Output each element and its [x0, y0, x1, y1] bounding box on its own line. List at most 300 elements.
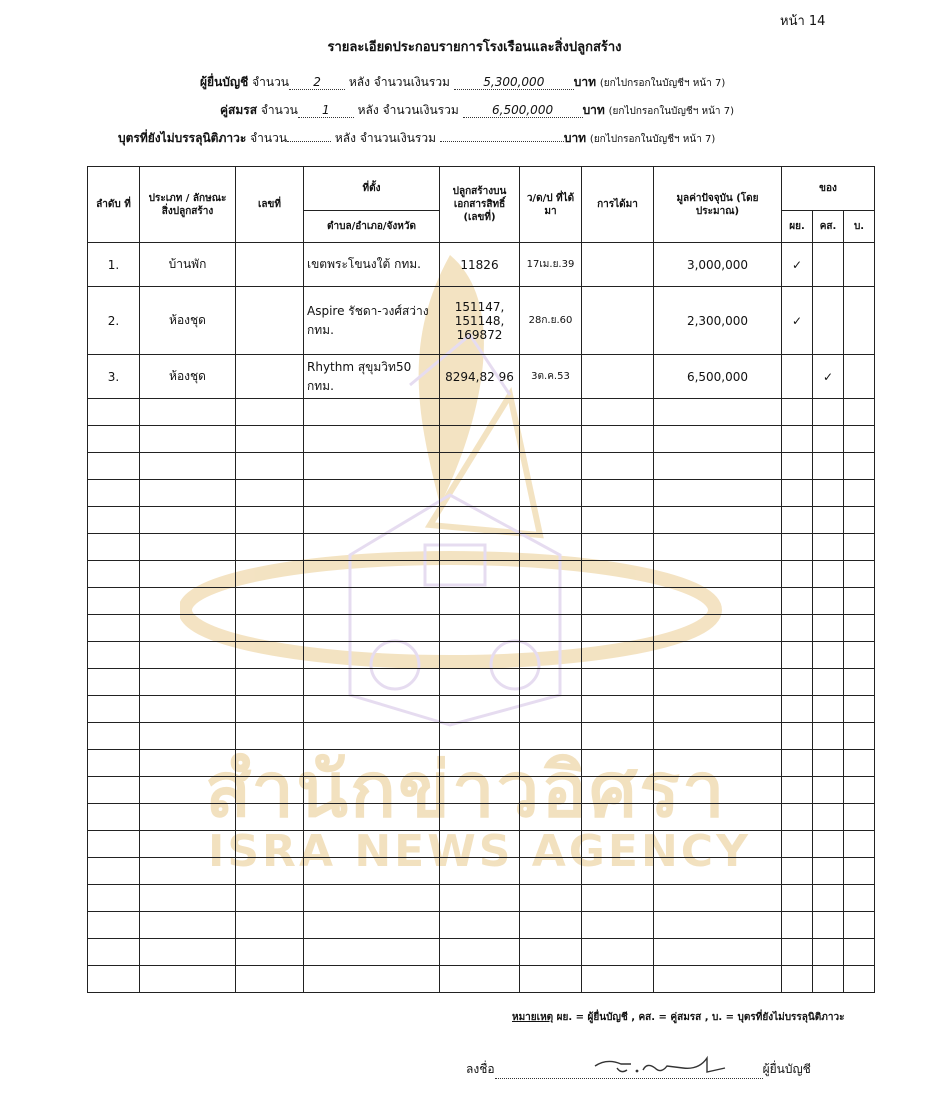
table-cell-empty — [782, 480, 813, 507]
table-cell-empty — [782, 615, 813, 642]
table-cell-empty — [440, 858, 520, 885]
table-cell-empty — [140, 453, 236, 480]
table-cell-empty — [844, 777, 875, 804]
table-cell-empty — [844, 750, 875, 777]
cell-owner-child — [844, 287, 875, 355]
table-cell-empty — [782, 534, 813, 561]
table-cell-empty — [236, 426, 304, 453]
table-cell-empty — [304, 939, 440, 966]
unit-label: หลัง — [357, 103, 379, 117]
table-cell-empty — [520, 453, 582, 480]
table-row-empty — [88, 480, 875, 507]
table-cell-empty — [520, 426, 582, 453]
table-cell-empty — [304, 750, 440, 777]
table-cell-empty — [782, 642, 813, 669]
table-cell-empty — [304, 534, 440, 561]
table-cell-empty — [304, 588, 440, 615]
table-cell-empty — [520, 615, 582, 642]
table-cell-empty — [440, 642, 520, 669]
table-cell-empty — [813, 804, 844, 831]
table-cell-empty — [813, 534, 844, 561]
cell-type: ห้องชุด — [140, 355, 236, 399]
table-cell-empty — [582, 723, 654, 750]
table-row-empty — [88, 534, 875, 561]
total-value: 6,500,000 — [463, 103, 583, 118]
signature-line — [495, 1064, 763, 1079]
table-cell-empty — [813, 669, 844, 696]
table-cell-empty — [582, 750, 654, 777]
summary-label: ผู้ยื่นบัญชี — [200, 75, 249, 89]
table-cell-empty — [520, 642, 582, 669]
table-cell-empty — [844, 534, 875, 561]
table-cell-empty — [813, 642, 844, 669]
header-location-sub: ตำบล/อำเภอ/จังหวัด — [304, 211, 440, 243]
table-cell-empty — [582, 966, 654, 993]
table-cell-empty — [844, 831, 875, 858]
table-cell-empty — [582, 858, 654, 885]
table-cell-empty — [236, 399, 304, 426]
carry-note: (ยกไปกรอกในบัญชีฯ หน้า 7) — [589, 134, 716, 145]
table-row-empty — [88, 669, 875, 696]
table-cell-empty — [304, 966, 440, 993]
cell-acquire — [582, 355, 654, 399]
table-cell-empty — [582, 939, 654, 966]
table-cell-empty — [654, 561, 782, 588]
count-label: จำนวน — [260, 103, 298, 117]
table-cell-empty — [236, 507, 304, 534]
table-cell-empty — [140, 885, 236, 912]
table-cell-empty — [304, 696, 440, 723]
table-cell-empty — [654, 588, 782, 615]
table-row-empty — [88, 615, 875, 642]
header-owner-child: บ. — [844, 211, 875, 243]
table-cell-empty — [813, 399, 844, 426]
table-cell-empty — [654, 804, 782, 831]
table-cell-empty — [654, 453, 782, 480]
summary-label: คู่สมรส — [220, 103, 258, 117]
table-row-empty — [88, 912, 875, 939]
cell-owner-self — [782, 355, 813, 399]
table-cell-empty — [440, 831, 520, 858]
total-label: จำนวนเงินรวม — [359, 131, 436, 145]
table-row-empty — [88, 966, 875, 993]
summary-line-spouse — [220, 101, 734, 120]
cell-owner-spouse — [813, 243, 844, 287]
table-cell-empty — [236, 696, 304, 723]
total-value — [440, 141, 564, 142]
table-cell-empty — [782, 777, 813, 804]
table-cell-empty — [813, 561, 844, 588]
table-row-empty — [88, 642, 875, 669]
table-cell-empty — [140, 966, 236, 993]
table-row-empty — [88, 723, 875, 750]
table-cell-empty — [654, 615, 782, 642]
table-cell-empty — [440, 399, 520, 426]
header-deed: ปลูกสร้างบน เอกสารสิทธิ์ (เลขที่) — [440, 167, 520, 243]
table-cell-empty — [813, 507, 844, 534]
table-cell-empty — [654, 642, 782, 669]
table-cell-empty — [236, 750, 304, 777]
table-cell-empty — [782, 561, 813, 588]
table-cell-empty — [520, 507, 582, 534]
table-cell-empty — [88, 561, 140, 588]
table-cell-empty — [844, 615, 875, 642]
table-cell-empty — [440, 507, 520, 534]
cell-owner-self: ✓ — [782, 243, 813, 287]
table-cell-empty — [813, 588, 844, 615]
header-seq: ลำดับ ที่ — [88, 167, 140, 243]
table-cell-empty — [440, 534, 520, 561]
table-cell-empty — [440, 939, 520, 966]
table-cell-empty — [654, 750, 782, 777]
table-cell-empty — [582, 831, 654, 858]
table-cell-empty — [520, 777, 582, 804]
count-value: 2 — [289, 75, 345, 90]
table-cell-empty — [140, 480, 236, 507]
table-cell-empty — [236, 966, 304, 993]
table-cell-empty — [140, 399, 236, 426]
table-row-empty — [88, 507, 875, 534]
table-row-empty — [88, 426, 875, 453]
header-number: เลขที่ — [236, 167, 304, 243]
header-owner-self: ผย. — [782, 211, 813, 243]
table-cell-empty — [88, 615, 140, 642]
table-cell-empty — [582, 885, 654, 912]
table-cell-empty — [813, 750, 844, 777]
cell-acquire — [582, 287, 654, 355]
table-cell-empty — [140, 426, 236, 453]
cell-deed: 151147, 151148, 169872 — [440, 287, 520, 355]
table-cell-empty — [304, 561, 440, 588]
table-row-empty — [88, 561, 875, 588]
handwritten-signature — [587, 1052, 737, 1078]
header-date: ว/ด/ป ที่ได้มา — [520, 167, 582, 243]
table-cell-empty — [782, 426, 813, 453]
table-cell-empty — [304, 399, 440, 426]
table-cell-empty — [782, 939, 813, 966]
total-label: จำนวนเงินรวม — [373, 75, 450, 89]
table-row-empty — [88, 804, 875, 831]
table-cell-empty — [654, 399, 782, 426]
cell-owner-child — [844, 243, 875, 287]
table-cell-empty — [88, 777, 140, 804]
cell-type: บ้านพัก — [140, 243, 236, 287]
cell-seq: 2. — [88, 287, 140, 355]
table-cell-empty — [654, 939, 782, 966]
table-cell-empty — [654, 723, 782, 750]
cell-location: เขตพระโขนงใต้ กทม. — [304, 243, 440, 287]
table-cell-empty — [782, 507, 813, 534]
table-cell-empty — [236, 723, 304, 750]
table-cell-empty — [844, 912, 875, 939]
table-cell-empty — [782, 966, 813, 993]
header-owner: ของ — [782, 167, 875, 211]
table-cell-empty — [582, 642, 654, 669]
table-cell-empty — [844, 696, 875, 723]
table-cell-empty — [140, 831, 236, 858]
table-cell-empty — [582, 615, 654, 642]
cell-value: 2,300,000 — [654, 287, 782, 355]
cell-date: 17เม.ย.39 — [520, 243, 582, 287]
cell-type: ห้องชุด — [140, 287, 236, 355]
table-cell-empty — [236, 588, 304, 615]
table-cell-empty — [654, 426, 782, 453]
table-cell-empty — [304, 912, 440, 939]
table-row-empty — [88, 453, 875, 480]
table-row-empty — [88, 399, 875, 426]
table-cell-empty — [782, 399, 813, 426]
table-cell-empty — [88, 912, 140, 939]
table-cell-empty — [236, 453, 304, 480]
cell-location: Aspire รัชดา-วงศ์สว่าง กทม. — [304, 287, 440, 355]
table-cell-empty — [140, 696, 236, 723]
table-row-empty — [88, 831, 875, 858]
table-row-empty — [88, 858, 875, 885]
footnote — [512, 1010, 844, 1025]
table-cell-empty — [654, 534, 782, 561]
cell-owner-spouse — [813, 287, 844, 355]
table-cell-empty — [304, 723, 440, 750]
header-type: ประเภท / ลักษณะ สิ่งปลูกสร้าง — [140, 167, 236, 243]
table-cell-empty — [440, 966, 520, 993]
table-cell-empty — [88, 453, 140, 480]
table-cell-empty — [304, 426, 440, 453]
table-cell-empty — [582, 507, 654, 534]
currency-label: บาท — [573, 75, 597, 89]
table-row-empty — [88, 939, 875, 966]
table-cell-empty — [654, 777, 782, 804]
table-cell-empty — [520, 750, 582, 777]
table-cell-empty — [813, 858, 844, 885]
table-cell-empty — [782, 750, 813, 777]
table-cell-empty — [813, 480, 844, 507]
table-cell-empty — [782, 453, 813, 480]
cell-owner-spouse: ✓ — [813, 355, 844, 399]
table-cell-empty — [88, 399, 140, 426]
table-cell-empty — [654, 669, 782, 696]
watermark-english-text: ISRA NEWS AGENCY — [208, 826, 751, 877]
table-cell-empty — [304, 642, 440, 669]
table-cell-empty — [813, 912, 844, 939]
table-cell-empty — [844, 669, 875, 696]
table-cell-empty — [304, 858, 440, 885]
table-cell-empty — [88, 939, 140, 966]
table-cell-empty — [304, 804, 440, 831]
table-cell-empty — [844, 426, 875, 453]
table-cell-empty — [520, 696, 582, 723]
table-cell-empty — [582, 534, 654, 561]
table-cell-empty — [236, 534, 304, 561]
table-cell-empty — [813, 615, 844, 642]
table-cell-empty — [440, 777, 520, 804]
table-cell-empty — [654, 480, 782, 507]
table-cell-empty — [440, 561, 520, 588]
summary-label: บุตรที่ยังไม่บรรลุนิติภาวะ — [118, 131, 247, 145]
table-cell-empty — [813, 831, 844, 858]
table-cell-empty — [782, 912, 813, 939]
table-row-empty — [88, 588, 875, 615]
cell-number — [236, 243, 304, 287]
table-cell-empty — [88, 669, 140, 696]
cell-deed: 11826 — [440, 243, 520, 287]
table-cell-empty — [520, 912, 582, 939]
table-cell-empty — [582, 696, 654, 723]
table-cell-empty — [440, 588, 520, 615]
cell-acquire — [582, 243, 654, 287]
table-cell-empty — [813, 966, 844, 993]
table-row-empty — [88, 750, 875, 777]
table-cell-empty — [88, 534, 140, 561]
table-cell-empty — [813, 939, 844, 966]
cell-number — [236, 355, 304, 399]
table-cell-empty — [520, 480, 582, 507]
table-cell-empty — [520, 669, 582, 696]
table-cell-empty — [88, 831, 140, 858]
table-cell-empty — [88, 858, 140, 885]
table-cell-empty — [654, 831, 782, 858]
table-cell-empty — [236, 831, 304, 858]
table-cell-empty — [88, 885, 140, 912]
table-cell-empty — [304, 777, 440, 804]
table-cell-empty — [236, 804, 304, 831]
cell-location: Rhythm สุขุมวิท50 กทม. — [304, 355, 440, 399]
currency-label: บาท — [582, 103, 605, 117]
cell-value: 6,500,000 — [654, 355, 782, 399]
table-cell-empty — [520, 966, 582, 993]
table-cell-empty — [520, 588, 582, 615]
table-row — [88, 355, 875, 399]
summary-line-child — [118, 129, 715, 148]
table-cell-empty — [582, 588, 654, 615]
table-cell-empty — [844, 723, 875, 750]
table-cell-empty — [140, 642, 236, 669]
table-cell-empty — [520, 399, 582, 426]
table-cell-empty — [140, 858, 236, 885]
footnote-text: ผย. = ผู้ยื่นบัญชี , คส. = คู่สมรส , บ. = บุตรที่ยังไม่บรรลุนิติภาวะ — [556, 1012, 845, 1023]
table-cell-empty — [582, 669, 654, 696]
table-cell-empty — [440, 885, 520, 912]
table-cell-empty — [782, 696, 813, 723]
table-cell-empty — [582, 453, 654, 480]
table-cell-empty — [520, 858, 582, 885]
table-cell-empty — [654, 858, 782, 885]
table-cell-empty — [582, 561, 654, 588]
table-cell-empty — [440, 912, 520, 939]
signature-label: ลงชื่อ — [466, 1062, 495, 1076]
carry-note: (ยกไปกรอกในบัญชีฯ หน้า 7) — [599, 78, 726, 89]
table-cell-empty — [236, 858, 304, 885]
table-cell-empty — [88, 750, 140, 777]
table-cell-empty — [582, 777, 654, 804]
footnote-label: หมายเหตุ — [512, 1012, 554, 1023]
table-cell-empty — [520, 723, 582, 750]
cell-number — [236, 287, 304, 355]
table-cell-empty — [844, 885, 875, 912]
table-cell-empty — [813, 723, 844, 750]
table-row-empty — [88, 777, 875, 804]
table-cell-empty — [440, 750, 520, 777]
table-cell-empty — [236, 642, 304, 669]
count-label: จำนวน — [252, 75, 290, 89]
table-cell-empty — [844, 399, 875, 426]
table-cell-empty — [88, 696, 140, 723]
watermark-thai-text: สำนักข่าวอิศรา — [205, 745, 727, 834]
table-cell-empty — [304, 480, 440, 507]
table-cell-empty — [236, 885, 304, 912]
count-value: 1 — [298, 103, 354, 118]
table-row — [88, 287, 875, 355]
table-cell-empty — [140, 723, 236, 750]
table-cell-empty — [140, 912, 236, 939]
table-cell-empty — [236, 615, 304, 642]
table-cell-empty — [140, 939, 236, 966]
table-cell-empty — [88, 426, 140, 453]
unit-label: หลัง — [334, 131, 356, 145]
page-number: หน้า 14 — [780, 14, 826, 29]
count-label: จำนวน — [250, 131, 288, 145]
table-cell-empty — [520, 804, 582, 831]
table-cell-empty — [140, 750, 236, 777]
table-cell-empty — [304, 615, 440, 642]
table-cell-empty — [782, 588, 813, 615]
cell-owner-self: ✓ — [782, 287, 813, 355]
table-row-empty — [88, 885, 875, 912]
table-cell-empty — [654, 912, 782, 939]
cell-date: 28ก.ย.60 — [520, 287, 582, 355]
table-cell-empty — [813, 885, 844, 912]
header-location: ที่ตั้ง — [304, 167, 440, 211]
table-cell-empty — [844, 642, 875, 669]
table-cell-empty — [440, 723, 520, 750]
table-cell-empty — [140, 534, 236, 561]
table-cell-empty — [88, 507, 140, 534]
table-cell-empty — [782, 804, 813, 831]
table-cell-empty — [140, 615, 236, 642]
table-cell-empty — [236, 777, 304, 804]
header-acquire: การได้มา — [582, 167, 654, 243]
table-cell-empty — [88, 966, 140, 993]
table-cell-empty — [782, 723, 813, 750]
summary-line-filer — [200, 73, 725, 92]
count-value — [287, 141, 331, 142]
table-cell-empty — [140, 669, 236, 696]
table-cell-empty — [440, 669, 520, 696]
table-cell-empty — [844, 561, 875, 588]
cell-seq: 3. — [88, 355, 140, 399]
table-cell-empty — [440, 615, 520, 642]
table-cell-empty — [844, 939, 875, 966]
cell-value: 3,000,000 — [654, 243, 782, 287]
table-cell-empty — [304, 831, 440, 858]
table-cell-empty — [236, 939, 304, 966]
table-cell-empty — [782, 669, 813, 696]
cell-deed: 8294,82 96 — [440, 355, 520, 399]
table-cell-empty — [813, 453, 844, 480]
table-cell-empty — [304, 885, 440, 912]
document-title: รายละเอียดประกอบรายการโรงเรือนและสิ่งปลูกสร้าง — [327, 40, 622, 55]
table-cell-empty — [88, 723, 140, 750]
table-cell-empty — [440, 804, 520, 831]
table-cell-empty — [140, 507, 236, 534]
table-cell-empty — [582, 426, 654, 453]
table-cell-empty — [88, 804, 140, 831]
table-cell-empty — [813, 426, 844, 453]
table-cell-empty — [440, 426, 520, 453]
table-cell-empty — [88, 480, 140, 507]
header-owner-spouse: คส. — [813, 211, 844, 243]
table-cell-empty — [140, 588, 236, 615]
table-cell-empty — [654, 885, 782, 912]
